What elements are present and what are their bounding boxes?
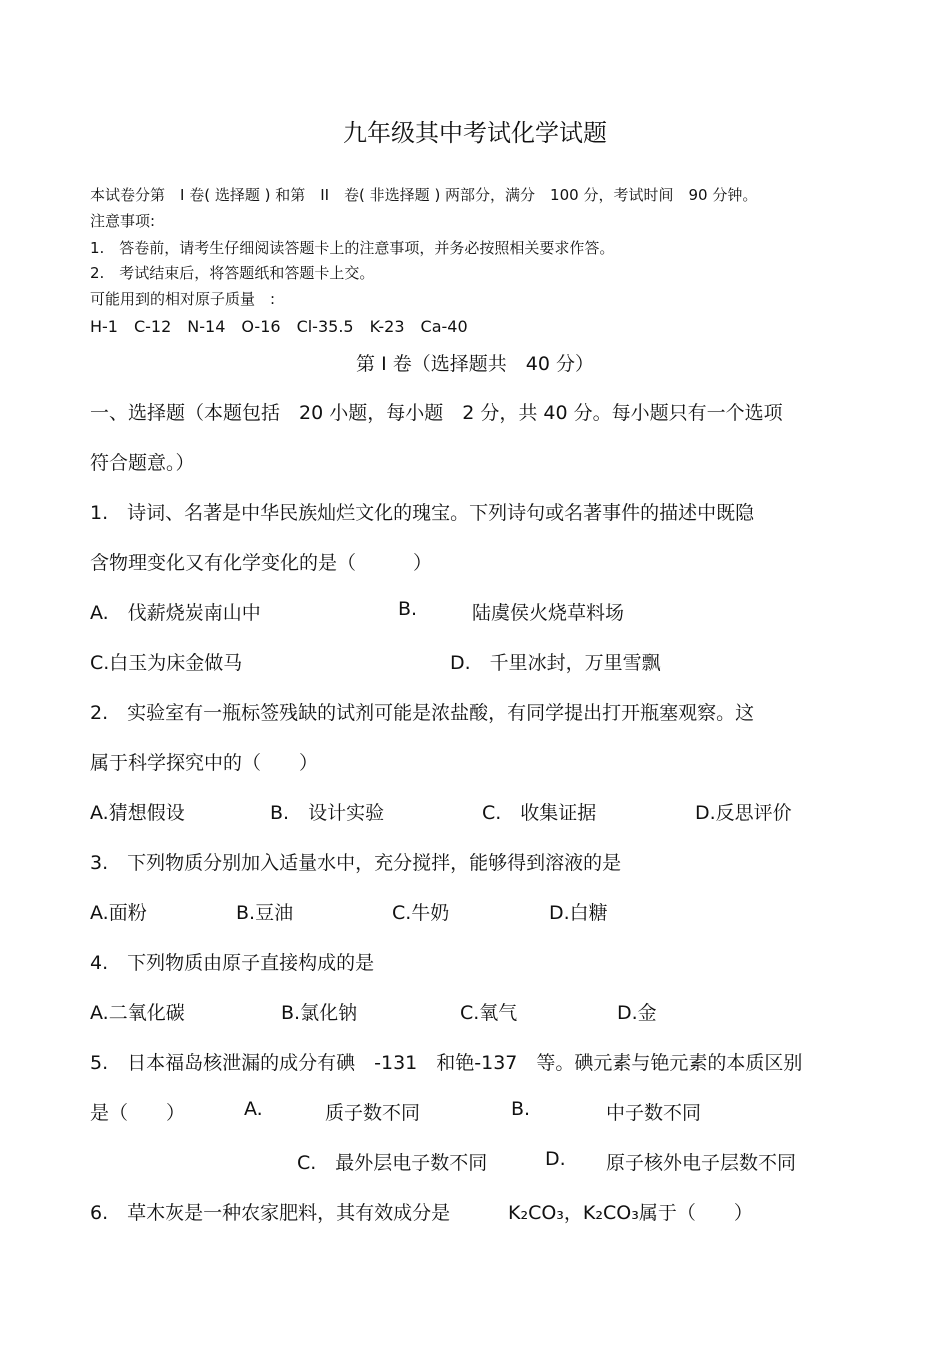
question-2-option-a: A.猜想假设 (90, 802, 185, 824)
notice-item-1: 1. 答卷前，请考生仔细阅读答题卡上的注意事项，并务必按照相关要求作答。 (90, 239, 615, 257)
question-5-option-d-letter: D. (545, 1148, 566, 1170)
question-3-stem: 3. 下列物质分别加入适量水中，充分搅拌，能够得到溶液的是 (90, 852, 622, 874)
question-3-option-c: C.牛奶 (392, 902, 450, 924)
question-2-option-c: C. 收集证据 (482, 802, 597, 824)
question-5-option-b-text: 中子数不同 (606, 1102, 702, 1124)
notice-heading: 注意事项: (90, 212, 156, 230)
question-2-option-b: B. 设计实验 (270, 802, 385, 824)
question-5-stem-line-1: 5. 日本福岛核泄漏的成分有碘 -131 和铯-137 等。碘元素与铯元素的本质区别 (90, 1052, 803, 1074)
question-4-option-b: B.氯化钠 (281, 1002, 358, 1024)
question-1-option-c: C.白玉为床金做马 (90, 652, 243, 674)
question-1-option-d: D. 千里冰封，万里雪飘 (450, 652, 661, 674)
atomic-masses: H-1 C-12 N-14 O-16 Cl-35.5 K-23 Ca-40 (90, 317, 468, 336)
mass-heading: 可能用到的相对原子质量 : (90, 290, 276, 308)
part-heading-line-1: 一、选择题（本题包括 20 小题，每小题 2 分，共 40 分。每小题只有一个选项 (90, 402, 783, 424)
question-1-option-a: A. 伐薪烧炭南山中 (90, 602, 261, 624)
question-5-option-a-text: 质子数不同 (325, 1102, 421, 1124)
question-5-option-b-letter: B. (511, 1098, 531, 1120)
question-6-stem-part-1: 6. 草木灰是一种农家肥料，其有效成分是 (90, 1202, 451, 1224)
question-5-stem-line-2: 是（ ） (90, 1102, 186, 1124)
question-1-option-b-text: 陆虞侯火烧草料场 (472, 602, 625, 624)
question-4-option-a: A.二氧化碳 (90, 1002, 185, 1024)
question-4-option-c: C.氧气 (460, 1002, 518, 1024)
question-3-option-b: B.豆油 (236, 902, 294, 924)
question-4-stem: 4. 下列物质由原子直接构成的是 (90, 952, 375, 974)
notice-item-2: 2. 考试结束后，将答题纸和答题卡上交。 (90, 264, 375, 282)
question-2-stem-line-1: 2. 实验室有一瓶标签残缺的试剂可能是浓盐酸，有同学提出打开瓶塞观察。这 (90, 702, 755, 724)
question-3-option-d: D.白糖 (549, 902, 608, 924)
question-6-stem-part-2: K₂CO₃，K₂CO₃属于（ ） (508, 1202, 753, 1224)
question-5-option-a-letter: A. (244, 1098, 263, 1120)
question-1-stem-line-2: 含物理变化又有化学变化的是（ ） (90, 552, 433, 574)
question-1-stem-line-1: 1. 诗词、名著是中华民族灿烂文化的瑰宝。下列诗句或名著事件的描述中既隐 (90, 502, 755, 524)
question-3-option-a: A.面粉 (90, 902, 147, 924)
question-5-option-d-text: 原子核外电子层数不同 (606, 1152, 797, 1174)
question-2-stem-line-2: 属于科学探究中的（ ） (90, 752, 319, 774)
question-5-option-c: C. 最外层电子数不同 (297, 1152, 488, 1174)
question-4-option-d: D.金 (617, 1002, 657, 1024)
question-2-option-d: D.反思评价 (695, 802, 792, 824)
page-title: 九年级其中考试化学试题 (343, 119, 607, 147)
question-1-option-b-letter: B. (398, 598, 418, 620)
part-heading-line-2: 符合题意。） (90, 452, 195, 474)
intro-line: 本试卷分第 I 卷( 选择题 ) 和第 II 卷( 非选择题 ) 两部分，满分 100 分，考试时间 90 分钟。 (90, 186, 758, 204)
section-title: 第 I 卷（选择题共 40 分） (356, 353, 594, 375)
